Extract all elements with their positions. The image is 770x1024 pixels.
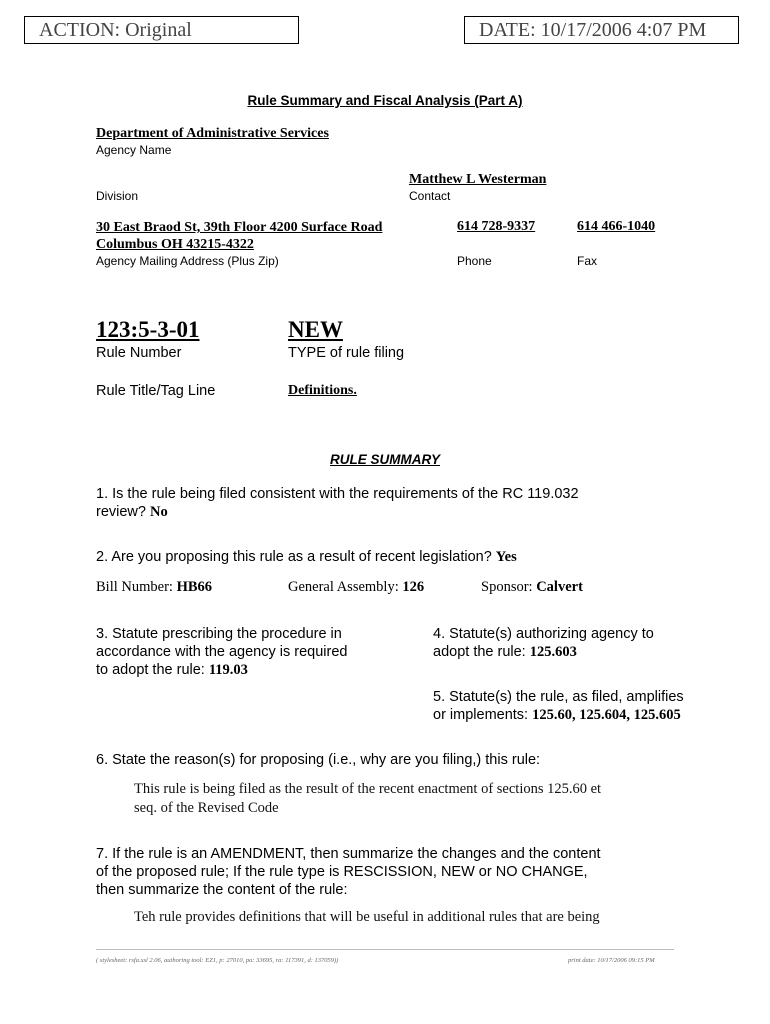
bill-number-value: HB66 bbox=[176, 579, 213, 595]
footer-print-date: print date: 10/17/2006 09:15 PM bbox=[568, 957, 655, 964]
sponsor bbox=[481, 579, 583, 596]
question-6-answer-line-2: seq. of the Revised Code bbox=[134, 800, 279, 816]
general-assembly bbox=[288, 579, 424, 596]
agency-name-label: Agency Name bbox=[96, 143, 172, 157]
question-3-answer: 119.03 bbox=[208, 662, 248, 678]
question-4-line-1: 4. Statute(s) authorizing agency to bbox=[433, 626, 654, 642]
question-1-answer: No bbox=[150, 504, 168, 520]
question-4 bbox=[433, 625, 654, 661]
action-box bbox=[24, 16, 299, 44]
contact-label: Contact bbox=[409, 189, 451, 203]
contact-value: Matthew L Westerman bbox=[409, 172, 547, 187]
sponsor-value: Calvert bbox=[536, 579, 583, 595]
rule-number-value: 123:5-3-01 bbox=[96, 317, 200, 342]
date-box bbox=[464, 16, 739, 44]
question-3 bbox=[96, 625, 347, 679]
action-text: ACTION: Original bbox=[39, 19, 192, 41]
question-3-line-3: to adopt the rule: bbox=[96, 662, 205, 678]
bill-number bbox=[96, 579, 212, 596]
agency-name-value: Department of Administrative Services bbox=[96, 126, 329, 141]
footer-divider bbox=[96, 949, 674, 950]
question-5-answer: 125.60, 125.604, 125.605 bbox=[532, 707, 681, 723]
question-4-answer: 125.603 bbox=[529, 644, 577, 660]
footer-stylesheet-info: ( stylesheet: rsfa.xsl 2.06, authoring tool: EZ1, p: 27010, pa: 33695, ra: 117391, d: 137059)) bbox=[96, 957, 339, 964]
question-7-line-1: 7. If the rule is an AMENDMENT, then summarize the changes and the content bbox=[96, 846, 601, 862]
fax-value: 614 466-1040 bbox=[577, 219, 656, 234]
address-value bbox=[96, 219, 382, 253]
general-assembly-value: 126 bbox=[402, 579, 425, 595]
question-1-line-1: 1. Is the rule being filed consistent with the requirements of the RC 119.032 bbox=[96, 486, 579, 502]
address-line-2: Columbus OH 43215-4322 bbox=[96, 237, 254, 252]
question-1-line-2: review? bbox=[96, 504, 146, 520]
general-assembly-label: General Assembly: bbox=[288, 579, 399, 595]
question-6-answer-line-1: This rule is being filed as the result of the recent enactment of sections 125.60 et bbox=[134, 781, 602, 797]
rule-number-label: Rule Number bbox=[96, 345, 182, 361]
rule-summary-heading: RULE SUMMARY bbox=[329, 452, 440, 467]
address-label: Agency Mailing Address (Plus Zip) bbox=[96, 254, 279, 268]
document-title: Rule Summary and Fiscal Analysis (Part A) bbox=[247, 93, 523, 108]
question-2-text: 2. Are you proposing this rule as a result of recent legislation? bbox=[96, 549, 492, 565]
fax-label: Fax bbox=[577, 254, 598, 268]
rule-type-value: NEW bbox=[288, 317, 343, 342]
question-1 bbox=[96, 485, 579, 521]
question-2-answer: Yes bbox=[495, 549, 517, 565]
question-2 bbox=[96, 548, 517, 566]
question-5-line-2: or implements: bbox=[433, 707, 529, 723]
question-7-line-2: of the proposed rule; If the rule type is RESCISSION, NEW or NO CHANGE, bbox=[96, 864, 588, 880]
address-line-1: 30 East Braod St, 39th Floor 4200 Surface Road bbox=[96, 220, 383, 235]
question-4-line-2: adopt the rule: bbox=[433, 644, 526, 660]
rule-type-label: TYPE of rule filing bbox=[288, 345, 405, 361]
question-6-answer bbox=[134, 780, 601, 818]
question-5 bbox=[433, 688, 684, 724]
question-5-line-1: 5. Statute(s) the rule, as filed, amplifies bbox=[433, 689, 684, 705]
date-text: DATE: 10/17/2006 4:07 PM bbox=[479, 19, 707, 41]
question-7 bbox=[96, 845, 601, 899]
rule-title-value: Definitions. bbox=[288, 383, 357, 398]
bill-number-label: Bill Number: bbox=[96, 579, 173, 595]
question-3-line-1: 3. Statute prescribing the procedure in bbox=[96, 626, 342, 642]
sponsor-label: Sponsor: bbox=[481, 579, 533, 595]
division-label: Division bbox=[96, 189, 139, 203]
question-6: 6. State the reason(s) for proposing (i.e., why are you filing,) this rule: bbox=[96, 752, 541, 768]
phone-label: Phone bbox=[457, 254, 492, 268]
phone-value: 614 728-9337 bbox=[457, 219, 536, 234]
question-3-line-2: accordance with the agency is required bbox=[96, 644, 348, 660]
question-7-line-3: then summarize the content of the rule: bbox=[96, 882, 348, 898]
question-7-answer: Teh rule provides definitions that will be useful in additional rules that are being bbox=[134, 909, 600, 925]
rule-title-label: Rule Title/Tag Line bbox=[96, 383, 216, 399]
